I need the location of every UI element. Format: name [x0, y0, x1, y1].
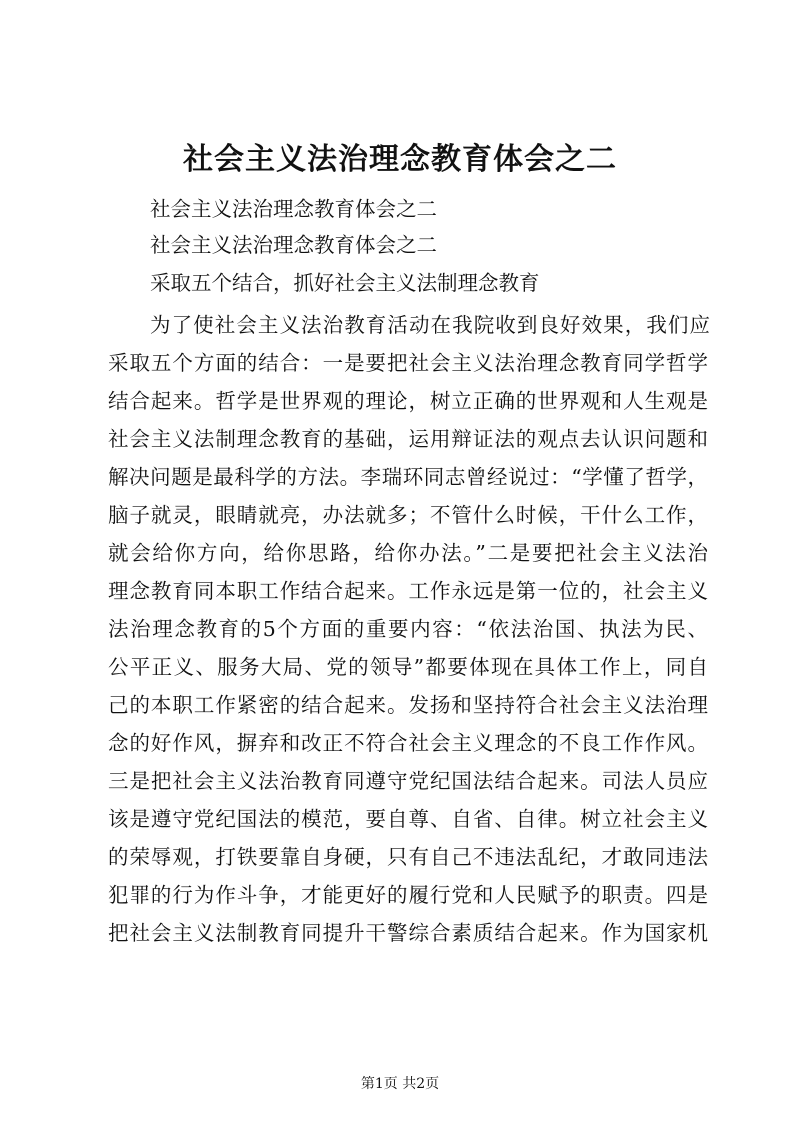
document-title: 社会主义法治理念教育体会之二 — [183, 142, 617, 177]
body-line: 该是遵守党纪国法的模范，要自尊、自省、自律。树立社会主义 — [108, 807, 708, 831]
body-line: 采取五个方面的结合：一是要把社会主义法治理念教育同学哲学 — [108, 351, 708, 375]
subtitle-line-2: 社会主义法治理念教育体会之二 — [150, 233, 437, 257]
body-line: 结合起来。哲学是世界观的理论，树立正确的世界观和人生观是 — [108, 389, 708, 413]
body-line: 就会给你方向，给你思路，给你办法。”二是要把社会主义法治 — [108, 541, 708, 565]
section-heading: 采取五个结合，抓好社会主义法制理念教育 — [150, 271, 540, 295]
body-line: 把社会主义法制教育同提升干警综合素质结合起来。作为国家机 — [108, 921, 708, 945]
body-line: 的荣辱观，打铁要靠自身硬，只有自己不违法乱纪，才敢同违法 — [108, 845, 708, 869]
body-line: 己的本职工作紧密的结合起来。发扬和坚持符合社会主义法治理 — [108, 693, 708, 717]
body-line: 法治理念教育的5个方面的重要内容：“依法治国、执法为民、 — [108, 617, 708, 641]
body-line: 社会主义法制理念教育的基础，运用辩证法的观点去认识问题和 — [108, 427, 708, 451]
body-line: 念的好作风，摒弃和改正不符合社会主义理念的不良工作作风。 — [108, 731, 708, 755]
body-line: 犯罪的行为作斗争，才能更好的履行党和人民赋予的职责。四是 — [108, 883, 708, 907]
body-line: 公平正义、服务大局、党的领导”都要体现在具体工作上，同自 — [108, 655, 708, 679]
page-number: 第1页 共2页 — [360, 1076, 440, 1092]
body-line: 三是把社会主义法治教育同遵守党纪国法结合起来。司法人员应 — [108, 769, 708, 793]
body-line: 为了使社会主义法治教育活动在我院收到良好效果，我们应 — [150, 313, 710, 337]
subtitle-line-1: 社会主义法治理念教育体会之二 — [150, 197, 437, 221]
body-line: 理念教育同本职工作结合起来。工作永远是第一位的，社会主义 — [108, 579, 708, 603]
body-line: 脑子就灵，眼睛就亮，办法就多；不管什么时候，干什么工作， — [108, 503, 708, 527]
body-line: 解决问题是最科学的方法。李瑞环同志曾经说过：“学懂了哲学， — [108, 465, 708, 489]
